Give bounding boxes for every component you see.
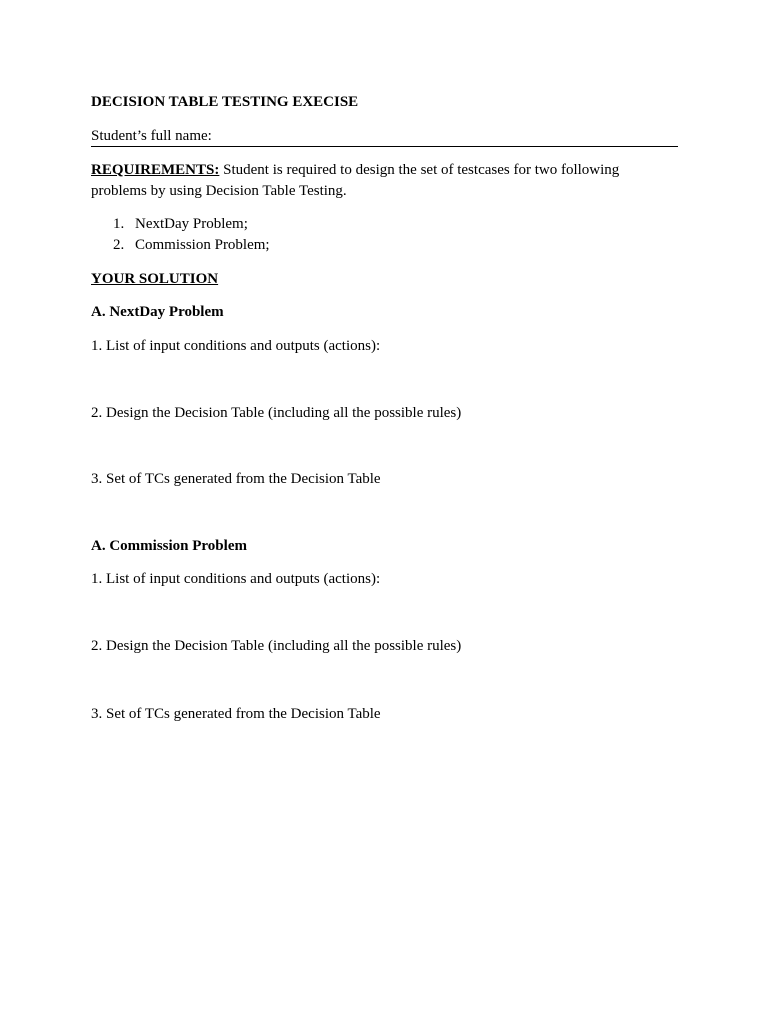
document-title: DECISION TABLE TESTING EXECISE — [91, 94, 359, 110]
student-name-line[interactable] — [91, 146, 678, 147]
section-heading-nextday: A. NextDay Problem — [91, 304, 224, 320]
list-item — [113, 214, 248, 234]
requirements-text: Student is required to design the set of testcases for two following problems by using Decision Table Testing. — [91, 162, 620, 199]
requirements-label: REQUIREMENTS: — [91, 162, 220, 178]
list-item-text: NextDay Problem; — [135, 216, 248, 232]
step-list-conditions: 1. List of input conditions and outputs (actions): — [91, 338, 381, 354]
step-design-table: 2. Design the Decision Table (including all the possible rules) — [91, 405, 462, 421]
requirements-paragraph — [91, 160, 678, 202]
list-item — [113, 235, 270, 255]
solution-heading: YOUR SOLUTION — [91, 271, 219, 287]
step-design-table: 2. Design the Decision Table (including all the possible rules) — [91, 638, 462, 654]
step-list-conditions: 1. List of input conditions and outputs (actions): — [91, 571, 381, 587]
step-test-cases: 3. Set of TCs generated from the Decision Table — [91, 706, 381, 722]
list-item-number: 1. — [113, 216, 125, 232]
list-item-text: Commission Problem; — [135, 237, 270, 253]
list-item-number: 2. — [113, 237, 125, 253]
student-name-label: Student’s full name: — [91, 128, 212, 144]
step-test-cases: 3. Set of TCs generated from the Decision Table — [91, 471, 381, 487]
section-heading-commission: A. Commission Problem — [91, 538, 247, 554]
